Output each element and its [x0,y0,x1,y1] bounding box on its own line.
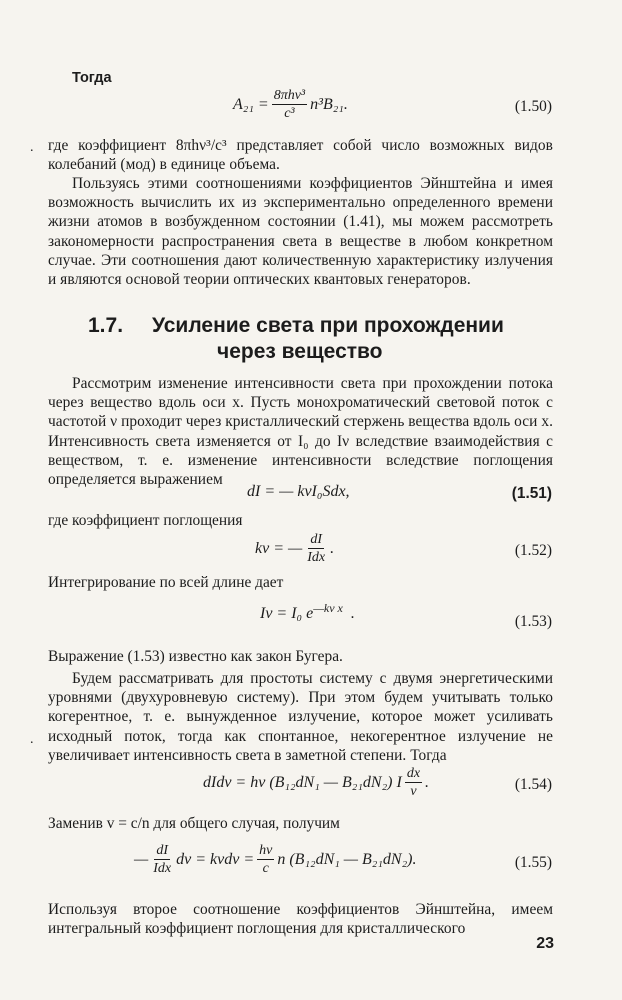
eq-1-55-number: (1.55) [514,854,552,871]
paragraph-mode-count: где коэффициент 8πhν³/c³ представляет собой число возможных видов колебаний (мод) в единице объема. [48,137,553,174]
equation-1-51 [247,483,350,501]
eq-1-54-fraction [405,766,422,799]
eq-1-50-numerator: 8πhν³ [273,88,306,103]
eq-1-55-fraction-1 [151,843,173,876]
equation-1-54 [203,766,429,799]
eq-1-53-exponent: —kν x [313,600,343,615]
text-absorption-coefficient: где коэффициент поглощения [48,512,243,529]
eq-1-55-numerator-1: dI [156,843,169,858]
eq-1-52-number: (1.52) [514,542,552,559]
eq-1-51-text: dI = — kνI₀Sdx, [247,483,350,500]
text-bouguer-law: Выражение (1.53) известно как закон Бугера. [48,648,343,665]
eq-1-54-number: (1.54) [514,776,552,793]
section-title-line2: через вещество [217,340,383,363]
eq-1-51-number: (1.51) [511,485,552,502]
eq-1-50-rhs: n³B₂₁. [310,95,348,113]
eq-1-52-numerator: dI [310,532,323,547]
section-title-line1: Усиление света при прохождении [152,314,504,337]
paragraph-intensity-change: Рассмотрим изменение интенсивности света при прохождении потока через вещество вдоль оси x. Пусть монохроматический световой поток с частотой ν проходит через кристаллический стержень вещества вдоль оси x. Интенсивность света изменяется от I₀ до Iν вследствие взаимодействия с веществом, т. е. изменение интенсивности вследствие поглощения определяется выражением [48,375,553,489]
margin-dot: . [30,140,34,155]
intro-word: Тогда [72,70,112,86]
eq-1-50-denominator: c³ [284,106,295,121]
eq-1-53-tail: . [350,605,355,622]
equation-1-50 [233,88,348,121]
eq-1-54-tail: . [425,773,430,791]
eq-1-52-fraction [305,532,327,565]
eq-1-55-rhs: n (B₁₂dN₁ — B₂₁dN₂). [277,850,417,868]
eq-1-55-fraction-2 [257,843,274,876]
eq-1-54-numerator: dx [406,766,421,781]
eq-1-54-denominator: v [410,784,417,799]
eq-1-54-lhs: dIdν = hν (B₁₂dN₁ — B₂₁dN₂) I [203,773,402,791]
paragraph-einstein-relations: Пользуясь этими соотношениями коэффициентов Эйнштейна и имея возможность вычислить их из экспериментально определенного времени жизни атомов в возбужденном состоянии (1.41), мы можем рассмотреть закономерности распространения света в веществе в любом конкретном случае. Эти соотношения дают количественную характеристику излучения и являются основой теории оптических квантовых генераторов. [48,175,553,289]
eq-1-55-middle: dν = kνdν = [176,850,255,868]
eq-1-55-denominator-1: Idx [153,861,172,876]
eq-1-55-numerator-2: hν [259,843,273,858]
equation-1-55 [134,843,417,876]
eq-1-55-minus: — [134,850,149,868]
eq-1-53-lhs: Iν = I₀ e [260,605,314,622]
eq-1-50-fraction [272,88,307,121]
page-number: 23 [536,935,554,952]
eq-1-50-number: (1.50) [514,98,552,115]
eq-1-50-lhs: A₂₁ = [233,95,269,113]
eq-1-53-number: (1.53) [514,613,552,630]
section-number: 1.7. [88,314,124,337]
equation-1-52 [255,532,334,565]
eq-1-55-denominator-2: c [262,861,269,876]
equation-1-53 [260,600,355,623]
eq-1-52-tail: . [330,539,335,557]
eq-1-52-lhs: kν = — [255,539,303,557]
margin-dot-2: . [30,732,34,747]
eq-1-52-denominator: Idx [307,550,326,565]
text-integration: Интегрирование по всей длине дает [48,574,284,591]
paragraph-final: Используя второе соотношение коэффициентов Эйнштейна, имеем интегральный коэффициент поглощения для кристаллического [48,901,553,938]
paragraph-two-level-system: Будем рассматривать для простоты систему с двумя энергетическими уровнями (двухуровневую систему). При этом будем учитывать только когерентное, т. е. вынужденное излучение, которое может усиливать исходный поток, тогда как спонтанное, некогерентное излучение не увеличивает интенсивность света в заметной степени. Тогда [48,670,553,764]
text-replace-velocity: Заменив v = c/n для общего случая, получим [48,815,340,832]
